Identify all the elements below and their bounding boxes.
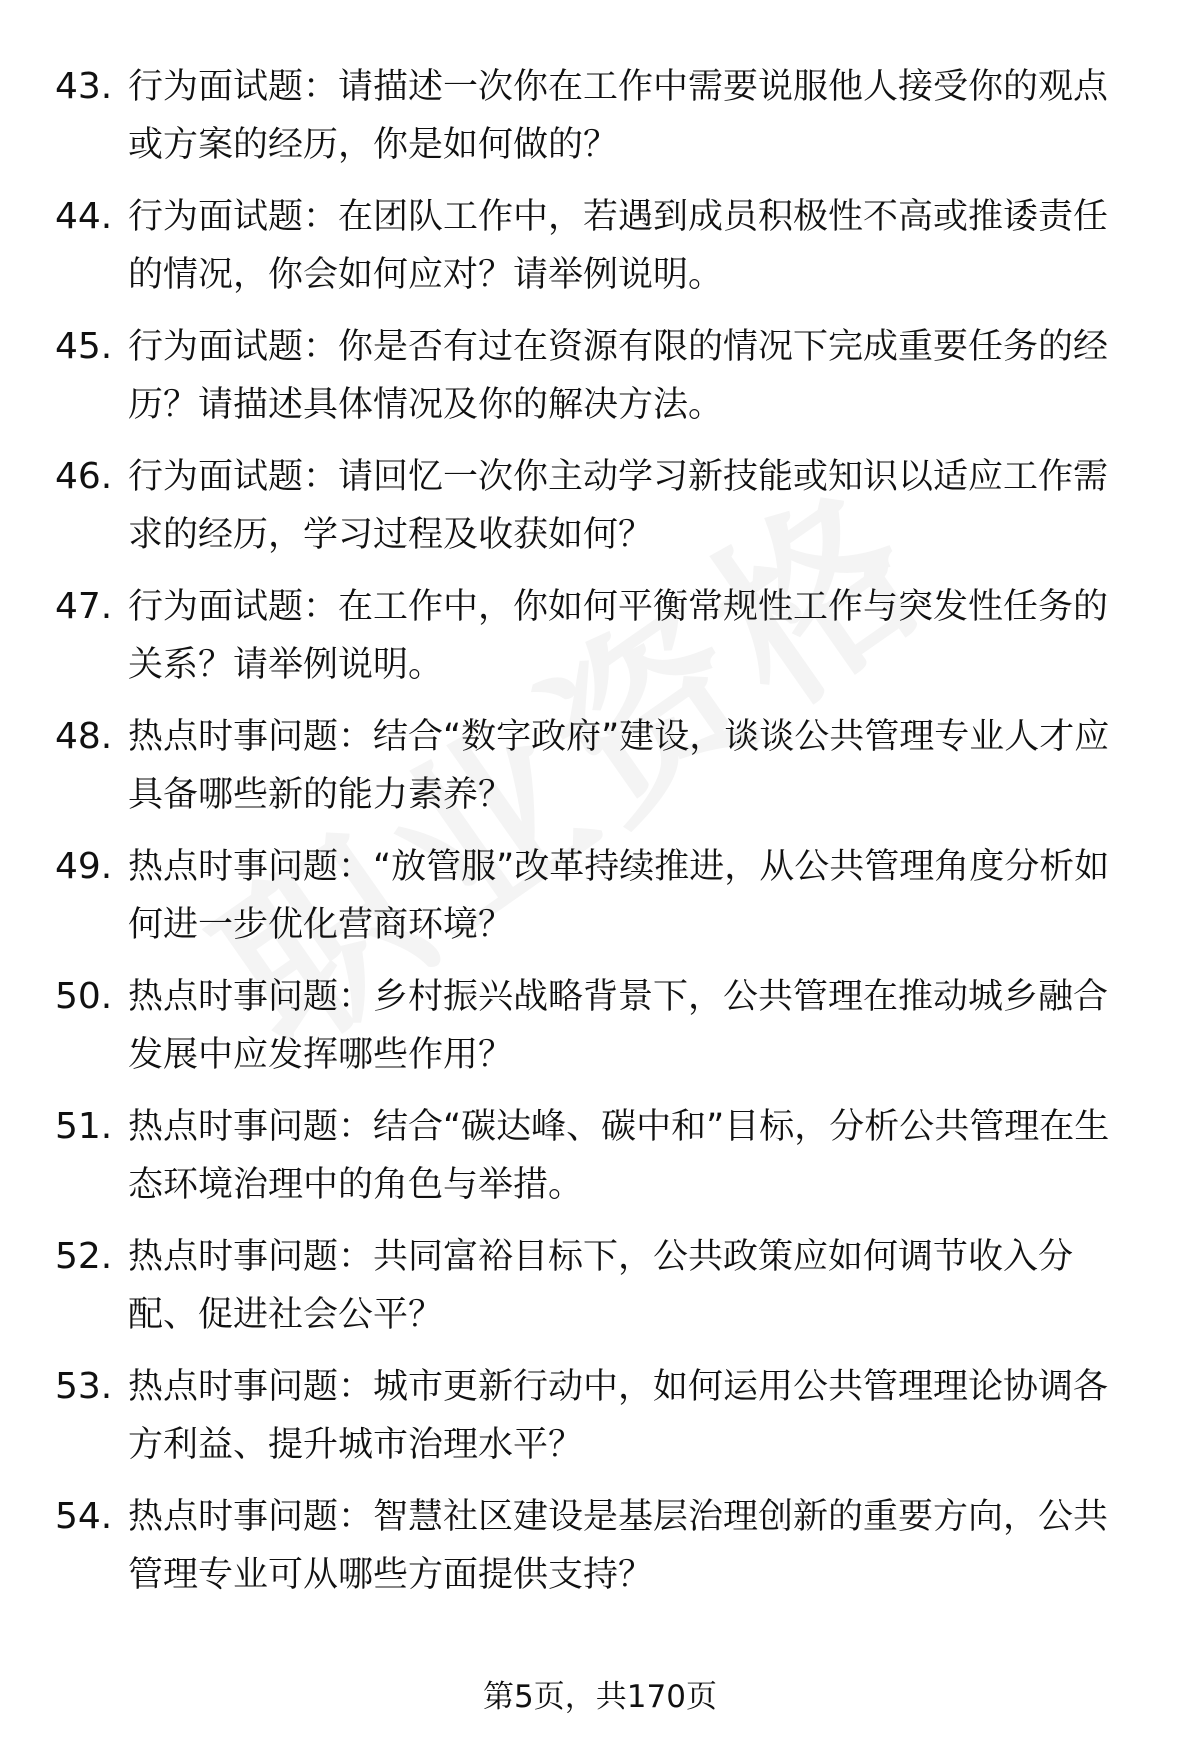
question-item (0, 1488, 1200, 1618)
question-text: 行为面试题：请回忆一次你主动学习新技能或知识以适应工作需求的经历，学习过程及收获如何？ (128, 457, 1109, 555)
question-text: 热点时事问题：智慧社区建设是基层治理创新的重要方向，公共管理专业可从哪些方面提供支持？ (128, 1497, 1109, 1595)
question-text: 热点时事问题：“放管服”改革持续推进，从公共管理角度分析如何进一步优化营商环境？ (128, 847, 1110, 945)
question-item (0, 578, 1200, 708)
question-text: 热点时事问题：共同富裕目标下，公共政策应如何调节收入分配、促进社会公平？ (128, 1237, 1074, 1335)
question-number: 46. (55, 456, 113, 497)
question-number: 44. (55, 196, 113, 237)
question-number: 48. (55, 716, 113, 757)
question-text: 行为面试题：请描述一次你在工作中需要说服他人接受你的观点或方案的经历，你是如何做的？ (128, 67, 1109, 165)
question-text: 热点时事问题：结合“数字政府”建设，谈谈公共管理专业人才应具备哪些新的能力素养？ (128, 717, 1110, 815)
question-item (0, 448, 1200, 578)
question-number: 49. (55, 846, 113, 887)
question-number: 50. (55, 976, 113, 1017)
question-number: 45. (55, 326, 113, 367)
question-text: 热点时事问题：乡村振兴战略背景下，公共管理在推动城乡融合发展中应发挥哪些作用？ (128, 977, 1109, 1075)
question-number: 51. (55, 1106, 113, 1147)
question-text: 热点时事问题：结合“碳达峰、碳中和”目标，分析公共管理在生态环境治理中的角色与举措。 (128, 1107, 1110, 1205)
question-item (0, 968, 1200, 1098)
question-item (0, 1358, 1200, 1488)
question-text: 行为面试题：你是否有过在资源有限的情况下完成重要任务的经历？请描述具体情况及你的解决方法。 (128, 327, 1109, 425)
question-number: 52. (55, 1236, 113, 1277)
question-number: 47. (55, 586, 113, 627)
question-number: 54. (55, 1496, 113, 1537)
question-text: 行为面试题：在工作中，你如何平衡常规性工作与突发性任务的关系？请举例说明。 (128, 587, 1109, 685)
question-number: 53. (55, 1366, 113, 1407)
question-item (0, 318, 1200, 448)
question-item (0, 708, 1200, 838)
question-item (0, 188, 1200, 318)
question-item (0, 58, 1200, 188)
question-item (0, 838, 1200, 968)
question-text: 热点时事问题：城市更新行动中，如何运用公共管理理论协调各方利益、提升城市治理水平？ (128, 1367, 1109, 1465)
question-text: 行为面试题：在团队工作中，若遇到成员积极性不高或推诿责任的情况，你会如何应对？请举例说明。 (128, 197, 1109, 295)
question-list (0, 58, 1200, 1618)
question-item (0, 1098, 1200, 1228)
question-item (0, 1228, 1200, 1358)
page-footer: 第5页，共170页 (483, 1679, 717, 1715)
question-number: 43. (55, 66, 113, 107)
